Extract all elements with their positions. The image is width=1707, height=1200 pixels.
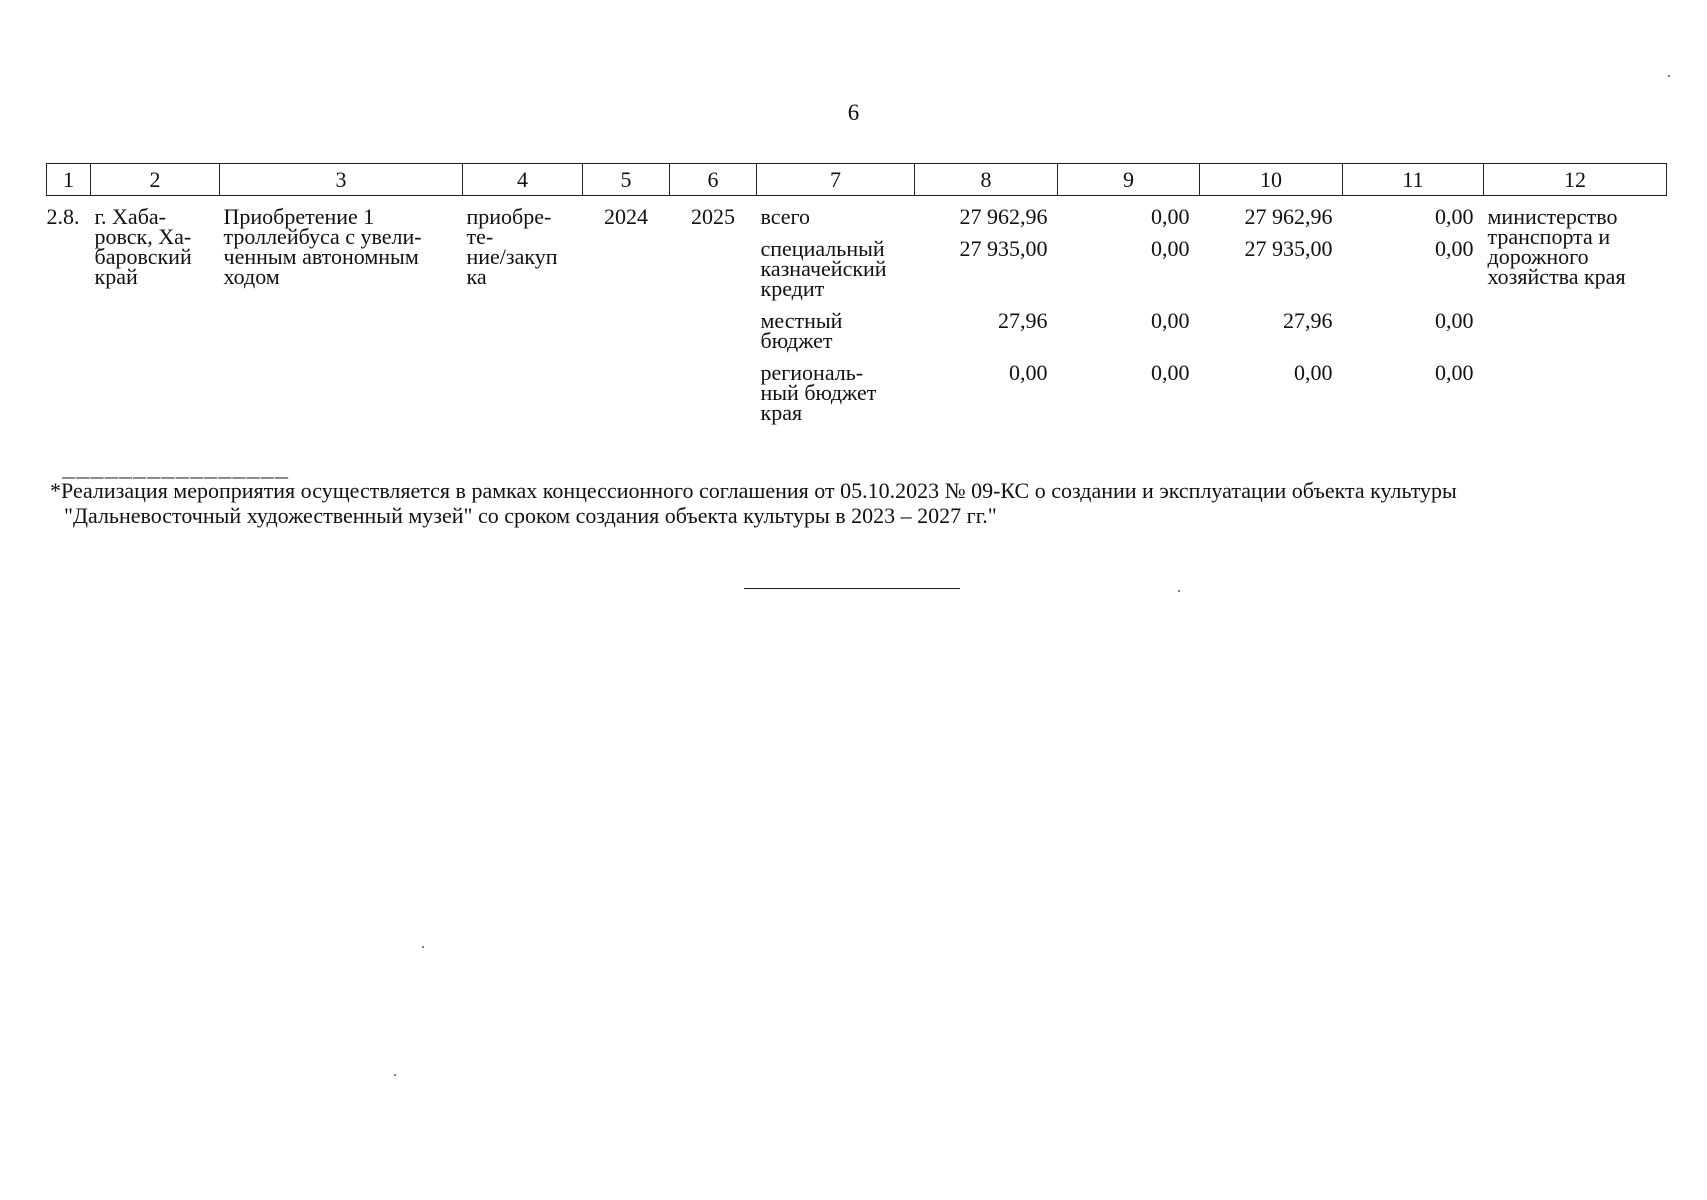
column-header: 9: [1058, 164, 1200, 196]
column-header: 7: [757, 164, 915, 196]
funding-value-col10: 27 962,96: [1244, 204, 1333, 229]
column-header: 2: [91, 164, 220, 196]
column-header: 11: [1343, 164, 1484, 196]
funding-value-col11: 0,00: [1435, 236, 1474, 261]
row-type: приобре- те- ние/закуп ка: [466, 204, 558, 289]
footnote: [50, 478, 1670, 528]
footnote-line-2: "Дальневосточный художественный музей" со сроком создания объекта культуры в 2023 – 2027 гг.": [64, 503, 997, 528]
page-number: 6: [847, 100, 860, 125]
column-header: 10: [1200, 164, 1343, 196]
scan-speck: [394, 1074, 396, 1076]
table-row: [47, 196, 1667, 228]
funding-value-col8: 27 935,00: [959, 236, 1048, 261]
funding-value-col9: 0,00: [1151, 204, 1190, 229]
row-location: г. Хаба- ровск, Ха- баровский край: [94, 204, 192, 289]
funding-value-col9: 0,00: [1151, 308, 1190, 333]
funding-value-col11: 0,00: [1435, 308, 1474, 333]
funding-value-col8: 27 962,96: [959, 204, 1048, 229]
funding-source: местный бюджет: [760, 308, 843, 353]
column-header: 4: [463, 164, 583, 196]
funding-value-col10: 27 935,00: [1244, 236, 1333, 261]
column-header: 3: [220, 164, 463, 196]
scan-speck: [1668, 75, 1670, 77]
row-year-start: 2024: [604, 204, 648, 229]
budget-table: [46, 163, 1667, 423]
row-year-end: 2025: [691, 204, 735, 229]
funding-value-col10: 0,00: [1294, 360, 1333, 385]
funding-source: региональ- ный бюджет края: [760, 360, 877, 425]
column-header: 1: [47, 164, 91, 196]
footnote-line-1: *Реализация мероприятия осуществляется в рамках концессионного соглашения от 05.10.2023 № 09-КС о создании и эксплуатации объекта культуры: [50, 478, 1457, 503]
scan-speck: [1178, 590, 1180, 592]
funding-value-col8: 0,00: [1009, 360, 1048, 385]
funding-value-col11: 0,00: [1435, 204, 1474, 229]
funding-value-col10: 27,96: [1283, 308, 1333, 333]
funding-value-col9: 0,00: [1151, 360, 1190, 385]
funding-value-col8: 27,96: [998, 308, 1048, 333]
header-row: [47, 164, 1667, 196]
column-header: 8: [915, 164, 1058, 196]
column-header: 6: [670, 164, 757, 196]
row-index: 2.8.: [46, 204, 80, 229]
column-header: 12: [1484, 164, 1667, 196]
funding-value-col11: 0,00: [1435, 360, 1474, 385]
funding-source: всего: [760, 204, 811, 229]
row-description: Приобретение 1 троллейбуса с увели- ченным автономным ходом: [223, 204, 422, 289]
row-responsible: министерство транспорта и дорожного хозяйства края: [1487, 204, 1626, 289]
funding-source: специальный казначейский кредит: [760, 236, 887, 301]
end-divider: [744, 588, 960, 589]
footnote-separator: ________________: [62, 458, 290, 483]
scan-speck: [422, 946, 424, 948]
funding-value-col9: 0,00: [1151, 236, 1190, 261]
column-header: 5: [583, 164, 670, 196]
